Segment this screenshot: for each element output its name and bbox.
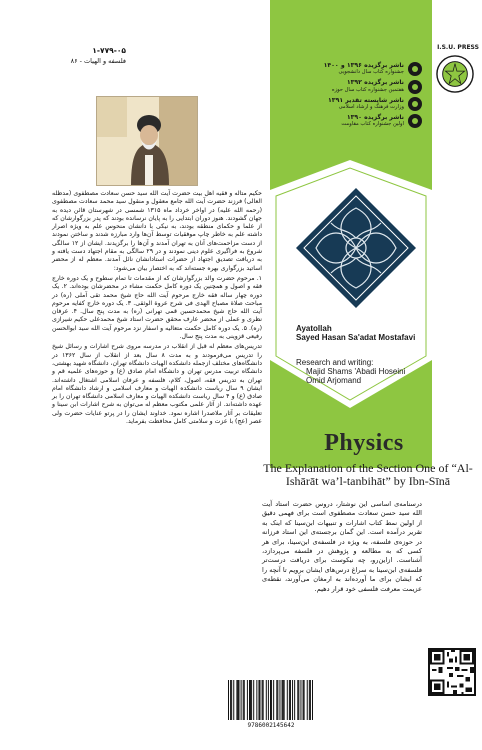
biography-paragraph: حکیم متاله و فقیه اهل بیت حضرت آیت الله سید حسن سعادت مصطفوی (مدظله العالی) فرزند حضرت آیت الله جامع معقول و منقول سید محمد سعادت مصطفوی (رحمه الله علیه) در اواخر خرداد ماه ۱۳۱۵ شمسی در شهرستان قائن دیده به جهان گشودند. هنوز دوران ابتدایی را به پایان نرسانده بودند که پدر بزرگوارشان که از علما و حکمای منطقه بودند، به نیکی با دانشان منحوس علم به ویژه اصرار داشته علم به خاطر چاپ موفقیات توسط آن‌ها وارد مبارزه شدند و ساختن نمودند از دست مزاحمت‌های آنان به تهران آمدند و آن‌ها را برگزیدند. ایشان از ۱۲ سالگی شروع به فراگیری علوم دینی نمودند و در ۲۹ سالگی به مقام اجتهاد دست یافته و به دریافت تصدیق اجتهاد از حضرات استادانشان نائل آمدند. معظم له از محضر اساتید بزرگواری بهره جسته‌اند که به اختصار بیان می‌شود: [52, 190, 262, 272]
researcher-name: Omid Arjomand [306, 376, 362, 385]
biography-paragraph: تدریس‌های معظم له قبل از انقلاب در مدرسه مروی شرح اشارات و رسائل شیخ را تدریس می‌فرمودند و به مدت ۸ سال بعد از انقلاب از سال ۱۳۶۲ در دانشگاه‌های مختلف ازجمله دانشکده الهیات دانشگاه تهران، دانشگاه شهید بهشتی، دانشگاه تربیت مدرس تهران و دانشگاه امام صادق (ع) و حوزه‌های علمیه قم و تهران به تدریس فقه، اصول، کلام، فلسفه و عرفان اسلامی اشتغال داشته‌اند. ایشان ۹ سال ریاست دانشکده الهیات و معارف اسلامی و ارشاد دانشگاه امام صادق (ع) و ۴ سال ریاست دانشکده الهیات و معارف اسلامی دانشگاه تهران را بر عهده داشته‌اند. از آثار علمی مکتوب معظم له می‌توان به شرح اشارات ابن سینا و تعلیقات بر آثار ملاصدرا اشاره نمود. خداوند ایشان را در پرتو عنایات حضرت ولی عصر (عج) با عزت و سلامتی کامل محافظت بفرماید. [52, 343, 263, 426]
author-name: Sayed Hasan Sa'adat Mostafavi [296, 333, 416, 342]
biography-text [52, 190, 262, 428]
press-name: I.S.U. PRESS [437, 44, 479, 51]
author-photo [96, 96, 198, 186]
description-text: درسنامه‌ی اساسی این نوشتار، دروس حضرت استاد آیت الله سید حسن سعادت مصطفوی است برای فهمی دقیق از اولین نمط کتاب اشارات و تنبیهات ابن‌سینا که اینک به تقریر درآمده است. این گمان برجسته‌ی این استاد فرزانه در حوزه‌ی فلسفه، به ویژه در فلسفه‌ی ابن‌سینا، برای هر کسی که به مطالعه و پژوهش در فلسفه می‌پردازد، آشناست. ازاین‌رو، چه نیکوست برای دریافت درست‌تر فلسفه‌ی ابن‌سینا به سراغ درس‌های ایشان برویم تا آنچه را که ایشان برای ما آورده‌اند به ارمغان می‌آورند، نقطه‌ی عزیمت معرفت فلسفی خود قرار دهیم. [262, 500, 422, 593]
book-subtitle: The Explanation of the Section One of “Al-Ishārāt wa’l-tanbihāt” by Ibn-Sīnā [263, 461, 473, 488]
award-title: ناشر برگزیده ۱۳۹۶ و ۱۴۰۰ [323, 62, 404, 69]
book-title: Physics [324, 430, 404, 456]
award-title: ناشر شایسته تقدیر ۱۳۹۱ [328, 96, 404, 104]
award-subtitle: هفتمین جشنواره کتاب سال حوزه [331, 86, 404, 93]
category-label: فلسفه و الهیات - ۸۶ [70, 57, 126, 65]
award-item [296, 79, 422, 93]
award-badge-icon [408, 62, 422, 76]
award-subtitle: جشنواره کتاب سال دانشجویی [338, 69, 404, 76]
barcode [226, 678, 316, 722]
award-subtitle: وزارت فرهنگ و ارشاد اسلامی [338, 104, 404, 111]
biography-paragraph: ۱. مرحوم حضرت والد بزرگوارشان که از مقدمات تا تمام سطوح و یک دوره خارج فقه و اصول و همچنین یک دوره کامل حکمت مشاء در محضرشان بوده‌اند. ۲. یک دوره چهار ساله فقه خارج مرحوم آیت الله حاج شیخ محمد تقی آملی (ره) در مباحث صلاة مصباح الهدی فی شرح عروة الوثقی. ۳. یک دوره خارج کفایه مرحوم آیت الله حاج شیخ محمدحسین قمی تهرانی (ره) به مدت پنج سال. ۴. عرفان نظری و عملی از محضر عارف محقق حضرت استاد شیخ محمدعلی حکیم شیرازی (ره). ۵. یک دوره کامل حکمت متعالیه و اسفار نزد مرحوم آیت الله سید ابوالحسن رفیعی قزوینی به مدت پنج سال. [52, 274, 263, 341]
research-label: Research and writing: [296, 358, 374, 367]
research-credit [296, 358, 436, 385]
book-codes [34, 46, 126, 65]
award-item [296, 114, 422, 128]
publisher-awards [296, 62, 422, 132]
award-badge-icon [408, 80, 422, 94]
award-item [296, 97, 422, 111]
award-subtitle: اولین جشنواره کتاب مقاومت [341, 121, 404, 128]
researcher-name: Majid Shams 'Abadi Hoseini [306, 367, 406, 376]
award-title: ناشر برگزیده ۱۳۹۰ [346, 114, 404, 122]
award-badge-icon [408, 97, 422, 111]
university-seal-icon [436, 55, 474, 93]
publisher-logo [436, 44, 480, 97]
award-title: ناشر برگزیده ۱۳۹۲ [346, 79, 404, 87]
isbn-number: 9786002145642 [247, 722, 295, 729]
author-credit [296, 324, 436, 342]
arabesque-ornament-icon [296, 188, 416, 308]
award-item [296, 62, 422, 76]
award-badge-icon [408, 114, 422, 128]
qr-code [428, 648, 476, 696]
book-code: ۱-۷۷۹-۰۵ [92, 46, 126, 55]
author-title: Ayatollah [296, 324, 332, 333]
